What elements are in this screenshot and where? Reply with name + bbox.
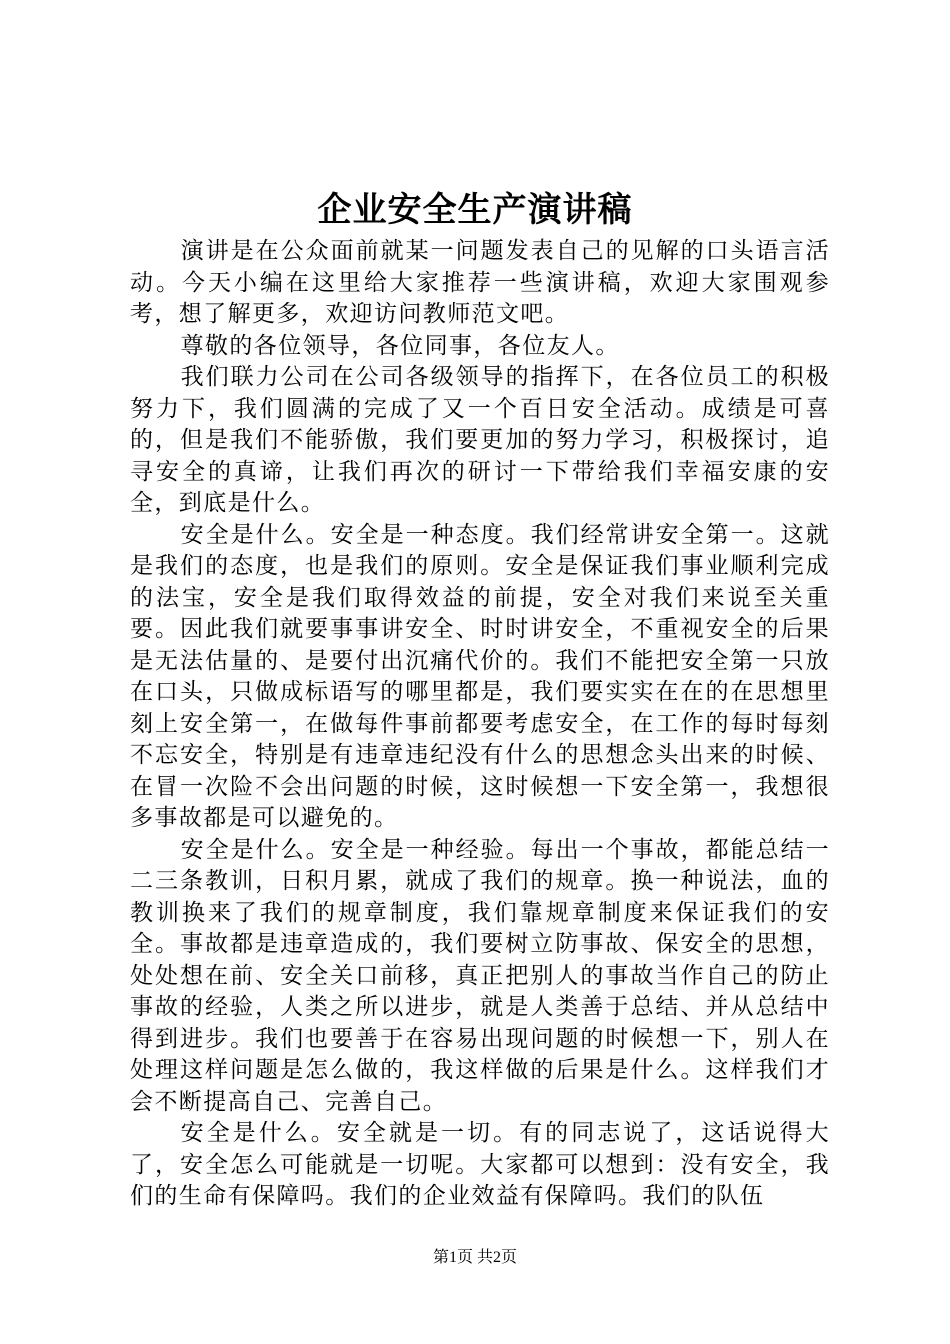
paragraph-safety-attitude: 安全是什么。安全是一种态度。我们经常讲安全第一。这就是我们的态度，也是我们的原则。安全是保证我们事业顺利完成的法宝，安全是我们取得效益的前提，安全对我们来说至关重要。因此我们就要事事讲安全、时时讲安全，不重视安全的后果是无法估量的、是要付出沉痛代价的。我们不能把安全第一只放在口头，只做成标语写的哪里都是，我们要实实在在的在思想里刻上安全第一，在做每件事前都要考虑安全，在工作的每时每刻不忘安全，特别是有违章违纪没有什么的思想念头出来的时候、在冒一次险不会出问题的时候，这时候想一下安全第一，我想很多事故都是可以避免的。 bbox=[130, 521, 830, 831]
paragraph-greeting: 尊敬的各位领导，各位同事，各位友人。 bbox=[180, 332, 620, 359]
page-number-footer: 第1页 共2页 bbox=[432, 1249, 517, 1266]
paragraph-safety-everything: 安全是什么。安全就是一切。有的同志说了，这话说得大了，安全怎么可能就是一切呢。大家都可以想到：没有安全，我们的生命有保障吗。我们的企业效益有保障吗。我们的队伍 bbox=[130, 1120, 830, 1209]
document-body bbox=[130, 236, 830, 1213]
paragraph-safety-experience: 安全是什么。安全是一种经验。每出一个事故，都能总结一二三条教训，日积月累，就成了我们的规章。换一种说法，血的教训换来了我们的规章制度，我们靠规章制度来保证我们的安全。事故都是违章造成的，我们要树立防事故、保安全的思想，处处想在前、安全关口前移，真正把别人的事故当作自己的防止事故的经验，人类之所以进步，就是人类善于总结、并从总结中得到进步。我们也要善于在容易出现问题的时候想一下，别人在处理这样问题是怎么做的，我这样做的后果是什么。这样我们才会不断提高自己、完善自己。 bbox=[130, 836, 830, 1115]
document-title: 企业安全生产演讲稿 bbox=[317, 190, 633, 230]
paragraph-achievement: 我们联力公司在公司各级领导的指挥下，在各位员工的积极努力下，我们圆满的完成了又一个百日安全活动。成绩是可喜的，但是我们不能骄傲，我们要更加的努力学习，积极探讨，追寻安全的真谛，让我们再次的研讨一下带给我们幸福安康的安全，到底是什么。 bbox=[130, 364, 830, 516]
paragraph-intro: 演讲是在公众面前就某一问题发表自己的见解的口头语言活动。今天小编在这里给大家推荐一些演讲稿，欢迎大家围观参考，想了解更多，欢迎访问教师范文吧。 bbox=[130, 238, 830, 327]
